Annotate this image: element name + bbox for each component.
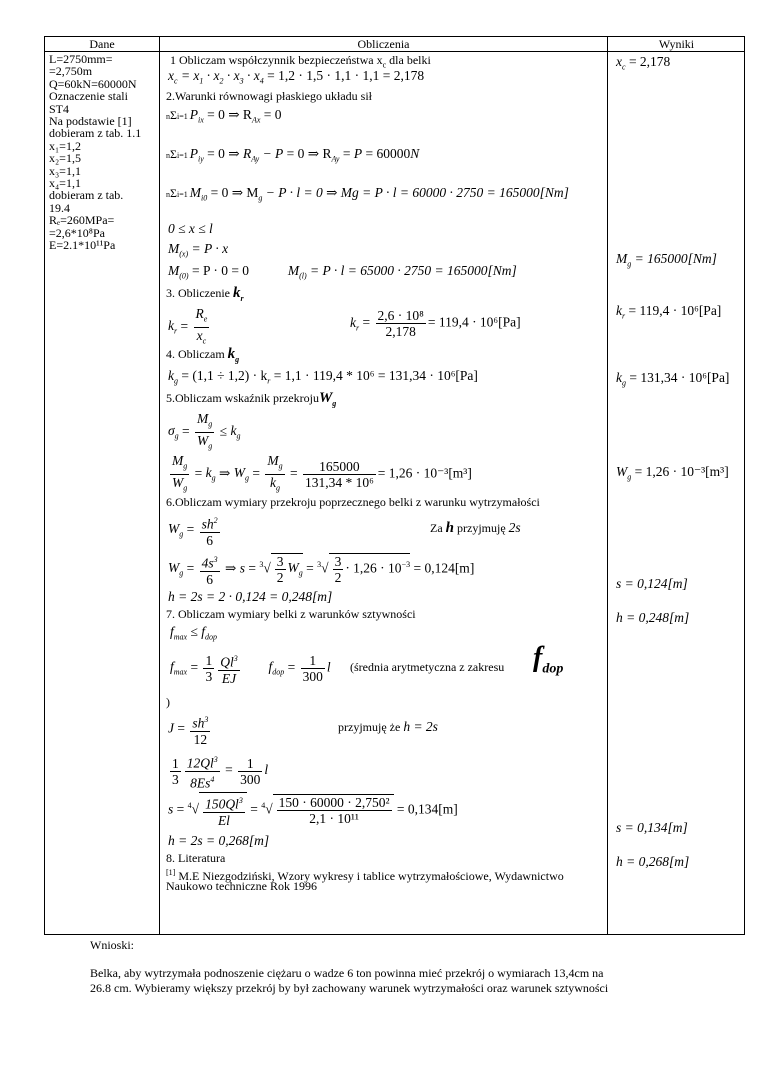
literature-line-1: [1] M.E Niezgodziński, Wzory wykresy i tablice wytrzymałościowe, Wydawnictwo (166, 868, 564, 883)
result-wg: $W_g = 1,26 \cdot 10^{-3}[m^3]$ (616, 464, 729, 482)
dane-line: Q=60kN=60000N (49, 76, 137, 91)
wg-calculation: $\frac{M_g}{W_g}$ = $k_g$ ⇒ $W_g$ = $\frac{M_g}{k_g}$ = $\frac{165000}{\text{131,34 * 10⁶}}$ = 1,26 · 10⁻³[m³] (168, 453, 472, 495)
kr-calculation: $k_r$ = $\frac{\text{2,6 · 10⁸}}{2,178}$ = 119,4 · 10⁶[Pa] (350, 308, 521, 339)
header-divider (45, 51, 744, 52)
stiffness-condition: $f_{max} \le f_{dop}$ (170, 624, 218, 642)
dane-line: x₄=1,1 (49, 176, 81, 191)
sigma-condition: $\sigma_g$ = $\frac{M_g}{W_g}$ ≤ $k_g$ (168, 411, 240, 453)
conclusions-line-2: 26.8 cm. Wybieramy większy przekrój by był zachowany warunek wytrzymałości oraz warunek sztywności (90, 981, 609, 995)
za-h-note: Za h przyjmuję 2s (430, 520, 521, 536)
equilibrium-x: nΣi=1 $P_{ix} = 0$ ⇒ $R_{Ax} = 0$ (166, 107, 282, 125)
kr-definition: $k_r$ = $\frac{R_e}{x_c}$ (168, 306, 211, 348)
dane-line: ST4 (49, 101, 70, 116)
przyjmuje-note: przyjmuję że h = 2s (338, 719, 438, 734)
result-h-strength: h = 0,248[m] (616, 610, 690, 625)
kg-calculation: $k_g = (1,1 \div 1,2) \cdot k_r = 1,1 \cdot 119,4 * 10^6 = 131,34 \cdot 10^6[Pa]$ (168, 368, 478, 386)
step-4-heading: 4. Obliczam $k_g$ (166, 346, 240, 364)
s-calculation: $W_g$ = $\frac{4s^3}{6}$ ⇒ s = $^3$√ $\frac{3}{2}$ $W_g = ^3√$ $\frac{3}{2}$ · $1,26 \cdot 10^{-3} = 0,124[m]$ (168, 553, 475, 587)
dane-line: Oznaczenie stali (49, 89, 128, 104)
dane-line: 19.4 (49, 200, 70, 215)
fdop-symbol: $f_{dop}$ (533, 642, 564, 677)
h-calculation: h = 2s = 2 · 0,124 = 0,248[m] (168, 589, 333, 604)
result-kr: $k_r = 119,4 \cdot 10^6[Pa]$ (616, 303, 722, 321)
step-7-heading: 7. Obliczam wymiary belki z warunków sztywności (166, 607, 416, 621)
dane-line: x₁=1,2 (49, 138, 81, 153)
step-8-heading: 8. Literatura (166, 851, 226, 865)
dane-line: =2,750m (49, 64, 93, 79)
dane-line: E=2.1*10¹¹Pa (49, 238, 116, 253)
conclusions-line-1: Belka, aby wytrzymała podnoszenie ciężaru o wadze 6 ton powinna mieć przekrój o wymiarach 13,4cm na (90, 966, 604, 980)
h-final: h = 2s = 0,268[m] (168, 833, 270, 848)
dane-line: dobieram z tab. (49, 188, 124, 203)
step-2-heading: 2.Warunki równowagi płaskiego układu sił (166, 89, 372, 103)
fmax-formula: $f_{max}$ = $\frac{1}{3}$ $\frac{Ql^3}{EJ}$ $f_{dop}$ = $\frac{1}{300}$ l (170, 652, 331, 686)
result-xc: $x_c = 2,178$ (616, 54, 671, 72)
result-s-stiffness: s = 0,134[m] (616, 820, 688, 835)
step-3-heading: 3. Obliczenie $k_r$ (166, 285, 244, 303)
step-1-heading: 1 Obliczam współczynnik bezpieczeństwa $x_c$ dla belki (170, 53, 431, 70)
header-wyniki: Wyniki (658, 37, 695, 51)
result-mg: $M_g = 165000[Nm]$ (616, 251, 717, 269)
dane-line: =2,6*10⁸Pa (49, 225, 105, 240)
j-formula: J = $\frac{sh^3}{12}$ (168, 715, 209, 747)
dane-line: dobieram z tab. 1.1 (49, 126, 142, 141)
step-6-heading: 6.Obliczam wymiary przekroju poprzecznego belki z warunku wytrzymałości (166, 495, 540, 509)
dane-line: Na podstawie [1] (49, 114, 132, 129)
result-kg: $k_g = 131,34 \cdot 10^6[Pa]$ (616, 370, 730, 388)
conclusions-title: Wnioski: (90, 938, 134, 952)
step-5-heading: 5.Obliczam wskaźnik przekrojuW$_g$ (166, 390, 337, 408)
column-divider (607, 37, 608, 934)
dane-line: Rₑ=260MPa= (49, 213, 115, 228)
equilibrium-moment: nΣi=1 $M_{i0} = 0$ ⇒ $M_g - P \cdot l = 0$ ⇒ Mg = P · l = 60000 · 2750 = 165000[Nm] (166, 185, 569, 203)
wg-section-formula: $W_g$ = $\frac{sh^2}{6}$ (168, 516, 218, 548)
range-formula: 0 ≤ x ≤ l (168, 221, 213, 236)
result-s-strength: s = 0,124[m] (616, 576, 688, 591)
moment-0: $M_{(0)} = P \cdot 0 = 0$ $M_{(l)} = P \cdot l = 65000 \cdot 2750 = 165000[Nm]$ (168, 263, 517, 281)
result-h-stiffness: h = 0,268[m] (616, 854, 690, 869)
stiffness-equation: $\frac{1}{3}$ $\frac{12Ql^3}{8Es^4}$ = $\frac{1}{300}$ l (172, 755, 269, 790)
moment-x: $M_{(x)} = P \cdot x$ (168, 241, 229, 259)
closing-paren: ) (166, 695, 170, 709)
dane-line: x₃=1,1 (49, 163, 81, 178)
header-obliczenia: Obliczenia (357, 37, 410, 51)
srednia-note: (średnia arytmetyczna z zakresu (350, 660, 505, 674)
column-divider (159, 37, 160, 934)
dane-line: x₂=1,5 (49, 151, 81, 166)
dane-column (49, 53, 157, 252)
equilibrium-y: nΣi=1 $P_{iy} = 0$ ⇒ $R_{Ay} - P = 0$ ⇒ $R_{Ay} = P = 60000N$ (166, 146, 420, 164)
dane-line: L=2750mm= (49, 52, 113, 66)
s-final-calculation: s = $^4$√ $\frac{150Ql^3}{El}$ = $^4$√ $\frac{\text{150 · 60000 · 2,750²}}{\text{2,1 · 10¹¹}}$ = 0,134[m] (168, 792, 458, 828)
literature-line-2: Naukowo techniczne Rok 1996 (166, 879, 317, 893)
header-dane: Dane (89, 37, 115, 51)
xc-formula: $x_c = x_1 \cdot x_2 \cdot x_3 \cdot x_4 = 1,2 \cdot 1,5 \cdot 1,1 \cdot 1,1 = 2,178$ (168, 68, 425, 86)
